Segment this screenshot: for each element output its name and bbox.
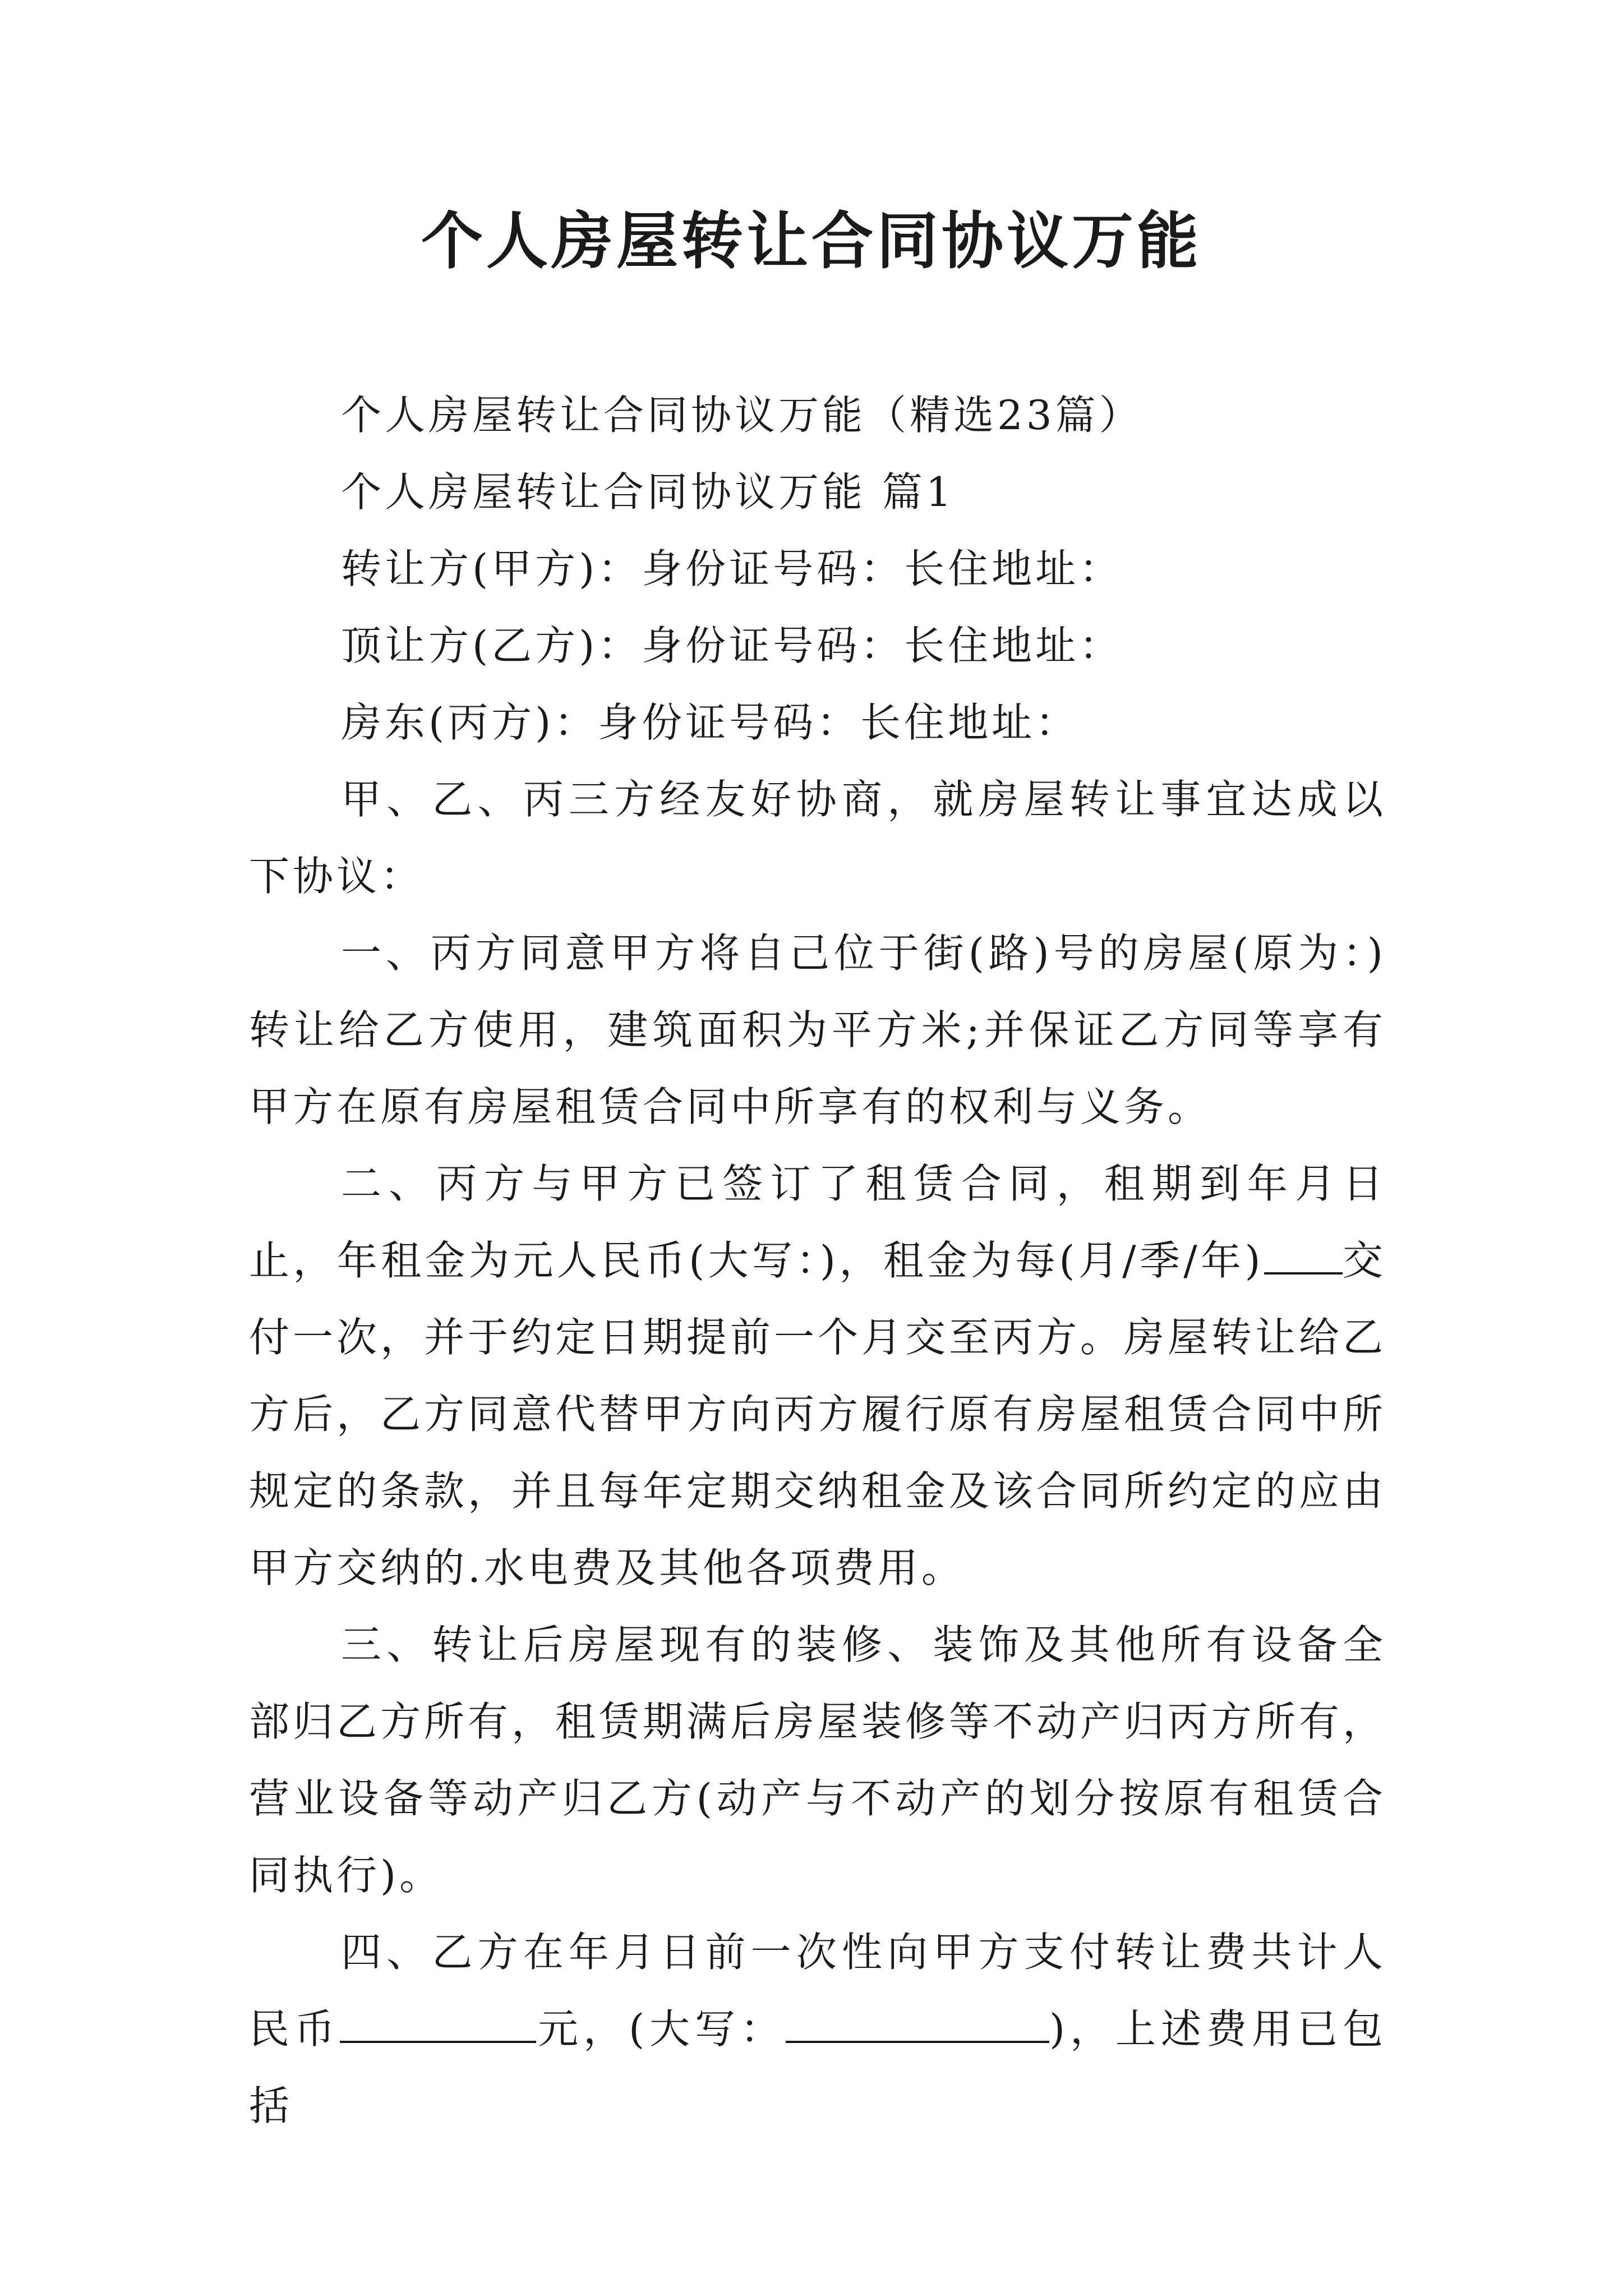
clause-4-text-a: 四、乙方在年月日前一次性向甲方支付转让费共计人民币 xyxy=(249,1929,1386,2053)
clause-4-text-c: )，上述费用已包括 xyxy=(249,2005,1387,2129)
party-a-line: 转让方(甲方)：身份证号码：长住地址： xyxy=(341,545,1123,592)
section-heading: 个人房屋转让合同协议万能 篇1 xyxy=(341,468,955,516)
clause-1: 一、丙方同意甲方将自己位于街(路)号的房屋(原为：)转让给乙方使用，建筑面积为平方米;并保证乙方同等享有甲方在原有房屋租赁合同中所享有的权利与义务。 xyxy=(249,930,1386,1130)
clause-4 xyxy=(249,1914,1386,2145)
clause-3: 三、转让后房屋现有的装修、装饰及其他所有设备全部归乙方所有，租赁期满后房屋装修等不动产归丙方所有，营业设备等动产归乙方(动产与不动产的划分按原有租赁合同执行)。 xyxy=(249,1621,1387,1899)
clause-2-text-b: 交付一次，并于约定日期提前一个月交至丙方。房屋转让给乙方后，乙方同意代替甲方向丙方履行原有房屋租赁合同中所规定的条款，并且每年定期交纳租金及该合同所约定的应由甲方交纳的.水电费及其他各项费用。 xyxy=(249,1237,1387,1591)
clause-4-text-b: 元，(大写： xyxy=(536,2005,786,2053)
blank-line xyxy=(1264,1239,1343,1274)
party-b-line: 顶让方(乙方)：身份证号码：长住地址： xyxy=(341,622,1123,669)
clause-2-text-a: 二、丙方与甲方已签订了租赁合同，租期到年月日止，年租金为元人民币(大写：)，租金为每(月/季/年) xyxy=(249,1160,1386,1284)
document-body xyxy=(249,377,1386,2145)
blank-line xyxy=(786,2007,1049,2043)
party-c-line: 房东(丙方)：身份证号码：长住地址： xyxy=(341,699,1080,746)
intro-paragraph: 甲、乙、丙三方经友好协商，就房屋转让事宜达成以下协议： xyxy=(249,776,1386,900)
blank-line xyxy=(340,2007,536,2043)
document-title: 个人房屋转让合同协议万能 xyxy=(421,205,1202,277)
clause-2 xyxy=(249,1145,1386,1607)
subtitle-line: 个人房屋转让合同协议万能（精选23篇） xyxy=(341,392,1143,439)
